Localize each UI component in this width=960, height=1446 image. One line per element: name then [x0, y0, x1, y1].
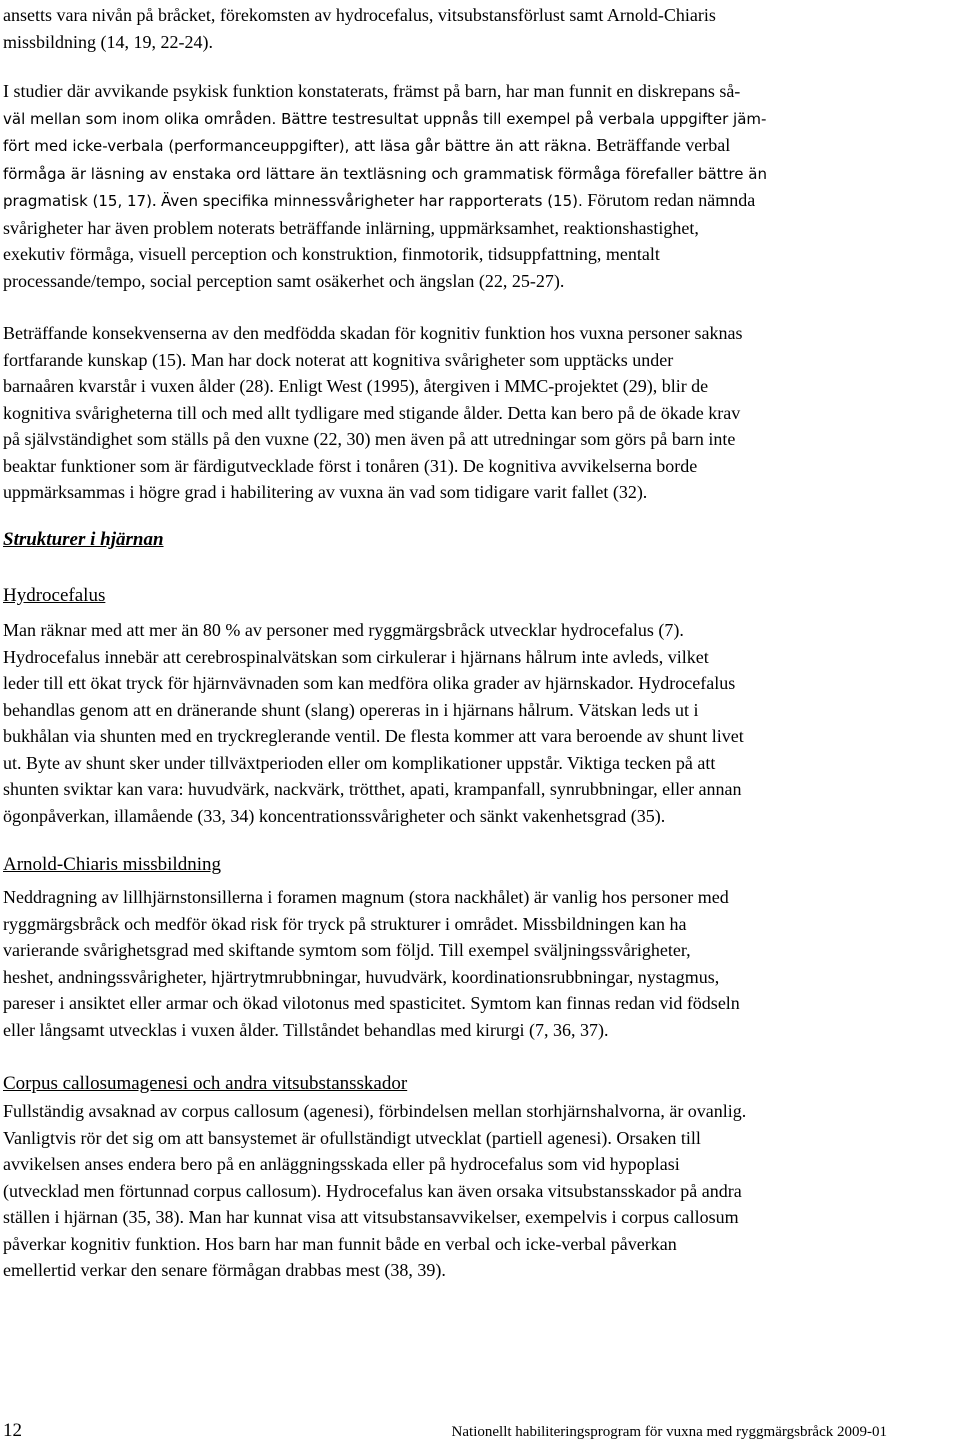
subheading-corpus-callosum: Corpus callosumagenesi och andra vitsubstansskador — [3, 1073, 408, 1094]
paragraph-arnold-chiari — [3, 884, 960, 1043]
text-line: uppmärksammas i högre grad i habilitering av vuxna än vad som tidigare varit fallet (32). — [3, 482, 648, 502]
text-run: förmåga är läsning av enstaka ord lättare än textläsning och grammatisk förmåga förefaller bättre än — [3, 164, 767, 183]
text-line — [3, 78, 960, 105]
text-run: Bättre testresultat uppnås till exempel på verbala uppgifter jäm- — [281, 109, 767, 128]
text-line: shunten sviktar kan vara: huvudvärk, nackvärk, trötthet, apati, krampanfall, synrubbningar, eller annan — [3, 779, 742, 799]
text-line — [3, 241, 960, 268]
text-line — [3, 105, 960, 133]
text-run: Även specifika minnessvårigheter har rapporterats (15). — [160, 192, 583, 210]
text-line: bukhålan via shunten med en tryckreglerande ventil. De flesta kommer att vara beroende av shunt livet — [3, 726, 744, 746]
text-line: påverkar kognitiv funktion. Hos barn har man funnit både en verbal och icke-verbal påverkan — [3, 1233, 677, 1254]
text-line: Beträffande konsekvenserna av den medfödda skadan för kognitiv funktion hos vuxna personer saknas — [3, 323, 743, 343]
text-run: Förutom redan nämnda — [582, 190, 756, 210]
text-line: Vanligtvis rör det sig om att bansystemet är ofullständigt utvecklat (partiell agenesi). Orsaken till — [3, 1127, 701, 1148]
text-line — [3, 187, 960, 215]
text-run: pragmatisk (15, 17) — [3, 192, 152, 210]
text-run: processande/tempo, social perception samt osäkerhet och ängslan (22, 25-27). — [3, 270, 565, 291]
paragraph-hydrocefalus — [3, 617, 960, 829]
text-line: ställen i hjärnan (35, 38). Man har kunnat visa att vitsubstansavvikelser, exempelvis i corpus callosum — [3, 1207, 739, 1227]
text-run: Beträffande verbal — [591, 135, 731, 155]
text-line — [3, 160, 960, 188]
text-line: Man räknar med att mer än 80 % av personer med ryggmärgsbråck utvecklar hydrocefalus (7). — [3, 620, 684, 640]
footer-title: Nationellt habiliteringsprogram för vuxna med ryggmärgsbråck 2009-01 — [451, 1424, 887, 1440]
text-run: I studier där avvikande psykisk funktion konstaterats, främst på barn, har man funnit en diskrepans så- — [3, 81, 741, 101]
text-line: leder till ett ökat tryck för hjärnvävnaden som kan medföra olika grader av hjärnskador. Hydrocefalus — [3, 673, 736, 693]
text-line: ögonpåverkan, illamående (33, 34) koncentrationssvårigheter och sänkt vakenhetsgrad (35). — [3, 805, 666, 826]
text-run: . — [151, 190, 161, 210]
text-line: pareser i ansiktet eller armar och ökad vilotonus med spasticitet. Symtom kan finnas redan vid födseln — [3, 993, 740, 1013]
paragraph-corpus-callosum — [3, 1098, 960, 1284]
text-line: behandlas genom att en dränerande shunt (slang) opereras in i hjärnans hålrum. Vätskan leds ut i — [3, 699, 699, 720]
paragraph-psychological-function — [3, 78, 960, 294]
text-line: heshet, andningssvårigheter, hjärtrytmrubbningar, huvudvärk, koordinationsrubbningar, nystagmus, — [3, 966, 720, 987]
text-line — [3, 132, 960, 160]
section-heading: Strukturer i hjärnan — [3, 529, 164, 550]
text-run: svårigheter har även problem noterats beträffande inlärning, uppmärksamhet, reaktionshastighet, — [3, 217, 699, 238]
text-run: väl mellan som inom olika områden. — [3, 109, 282, 128]
text-line: ansetts vara nivån på bråcket, förekomsten av hydrocefalus, vitsubstansförlust samt Arnold-Chiaris — [3, 5, 716, 25]
text-line: varierande svårighetsgrad med skiftande symtom som följd. Till exempel sväljningssvårigheter, — [3, 940, 691, 960]
text-line: ut. Byte av shunt sker under tillväxtperioden eller om komplikationer uppstår. Viktiga tecken på att — [3, 752, 716, 773]
text-line: på självständighet som ställs på den vuxne (22, 30) men även på att utredningar som görs på barn inte — [3, 429, 736, 449]
text-line: ryggmärgsbråck och medför ökad risk för tryck på strukturer i området. Missbildningen kan ha — [3, 913, 687, 934]
paragraph-adult-consequences — [3, 320, 960, 506]
text-line: Neddragning av lillhjärnstonsillerna i foramen magnum (stora nackhålet) är vanlig hos personer med — [3, 887, 729, 907]
text-line: barnaåren kvarstår i vuxen ålder (28). Enligt West (1995), återgiven i MMC-projektet (29), blir de — [3, 376, 709, 396]
page-number: 12 — [3, 1420, 22, 1441]
text-line: eller långsamt utvecklas i vuxen ålder. Tillståndet behandlas med kirurgi (7, 36, 37). — [3, 1019, 609, 1040]
text-line: fortfarande kunskap (15). Man har dock noterat att kognitiva svårigheter som upptäcks under — [3, 349, 674, 370]
text-run: fört med icke-verbala (performanceuppgifter), att läsa går bättre än att räkna. — [3, 137, 592, 155]
text-line: avvikelsen anses endera bero på en anläggningsskada eller på hydrocefalus som vid hypoplasi — [3, 1154, 680, 1174]
text-line — [3, 215, 960, 242]
subheading-arnold-chiari: Arnold-Chiaris missbildning — [3, 854, 221, 875]
text-line: beaktar funktioner som är färdigutvecklade först i tonåren (31). De kognitiva avvikelserna borde — [3, 455, 698, 476]
text-line: emellertid verkar den senare förmågan drabbas mest (38, 39). — [3, 1260, 446, 1280]
text-line — [3, 268, 960, 295]
subheading-hydrocefalus: Hydrocefalus — [3, 585, 106, 606]
text-line: (utvecklad men förtunnad corpus callosum). Hydrocefalus kan även orsaka vitsubstansskador på andra — [3, 1180, 742, 1201]
text-line: Fullständig avsaknad av corpus callosum (agenesi), förbindelsen mellan storhjärnshalvorna, är ovanlig. — [3, 1101, 747, 1121]
text-run: exekutiv förmåga, visuell perception och konstruktion, finmotorik, tidsuppfattning, mentalt — [3, 244, 660, 264]
paragraph-intro-continuation — [3, 2, 960, 55]
text-line: kognitiva svårigheterna till och med allt tydligare med stigande ålder. Detta kan bero på de ökade krav — [3, 402, 741, 423]
text-line: missbildning (14, 19, 22-24). — [3, 31, 213, 52]
text-line: Hydrocefalus innebär att cerebrospinalvätskan som cirkulerar i hjärnans hålrum inte avleds, vilket — [3, 646, 709, 667]
